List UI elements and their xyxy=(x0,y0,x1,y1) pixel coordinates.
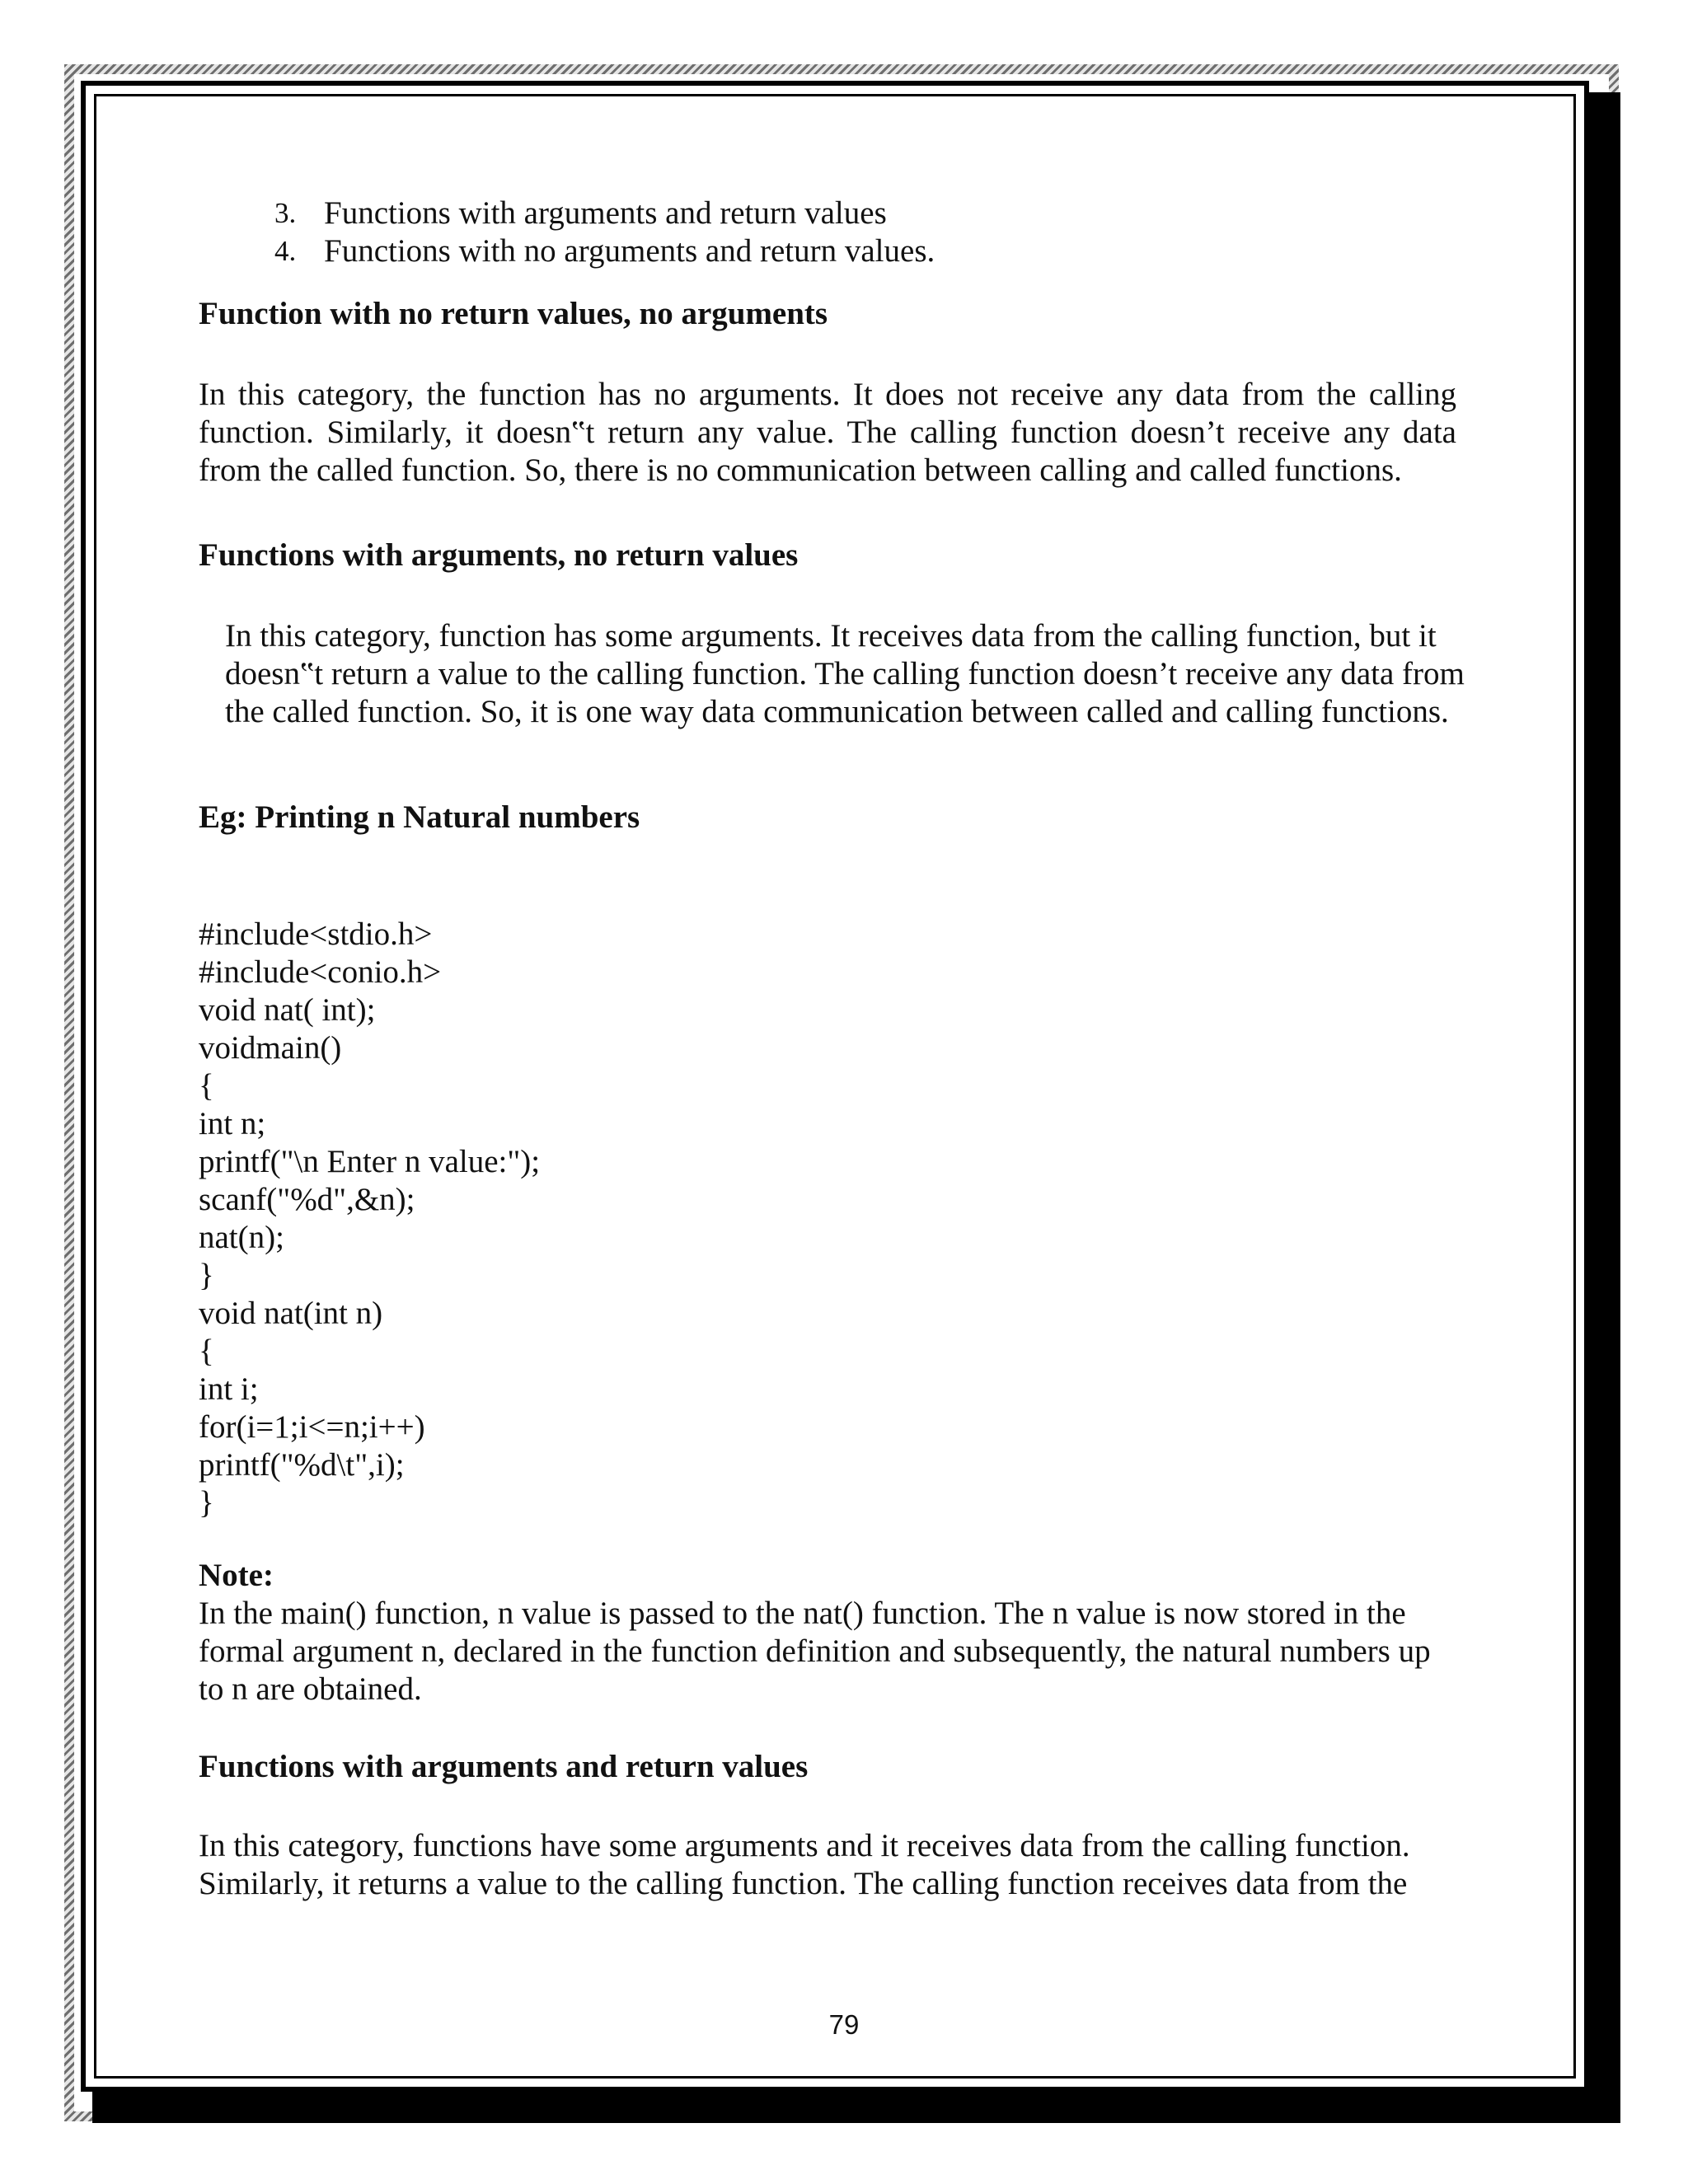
list-item xyxy=(199,232,1476,270)
note-heading: Note: xyxy=(199,1558,274,1593)
section-heading-args-return: Functions with arguments and return values xyxy=(199,1749,809,1784)
list-item xyxy=(199,194,1476,232)
category-list xyxy=(199,194,1476,270)
section-body-no-return-no-args: In this category, the function has no arguments. It does not receive any data from the calling function. Similarly, it doesn‟t return any value. The calling function doesn’t receive any data from the called function. So, there is no communication between calling and called functions. xyxy=(199,377,1456,488)
code-block: #include<stdio.h> #include<conio.h> void nat( int); voidmain() { int n; printf("\n Enter n value:"); scanf("%d",&n); nat(n); } void nat(int n) { int i; for(i=1;i<=n;i++) printf("%d\t",i); } xyxy=(199,916,541,1521)
section-body-args-no-return: In this category, function has some arguments. It receives data from the calling function, but it doesn‟t return a value to the calling function. The calling function doesn’t receive any data from the called function. So, it is one way data communication between called and calling functions. xyxy=(225,618,1465,729)
example-heading: Eg: Printing n Natural numbers xyxy=(199,799,640,835)
list-text: Functions with arguments and return values xyxy=(324,195,887,231)
list-number: 3. xyxy=(274,197,297,229)
section-heading-no-return-no-args: Function with no return values, no arguments xyxy=(199,296,828,331)
page-content xyxy=(199,194,1476,1903)
list-text: Functions with no arguments and return values. xyxy=(324,233,935,269)
section-heading-args-no-return: Functions with arguments, no return values xyxy=(199,537,799,573)
page-number: 79 xyxy=(828,2009,860,2040)
note-body: In the main() function, n value is passed to the nat() function. The n value is now stored in the formal argument n, declared in the function definition and subsequently, the natural numbers up to n are obtained. xyxy=(199,1596,1431,1707)
list-number: 4. xyxy=(274,235,297,267)
section-body-args-return: In this category, functions have some arguments and it receives data from the calling function. Similarly, it returns a value to the calling function. The calling function receives data from the xyxy=(199,1828,1410,1901)
